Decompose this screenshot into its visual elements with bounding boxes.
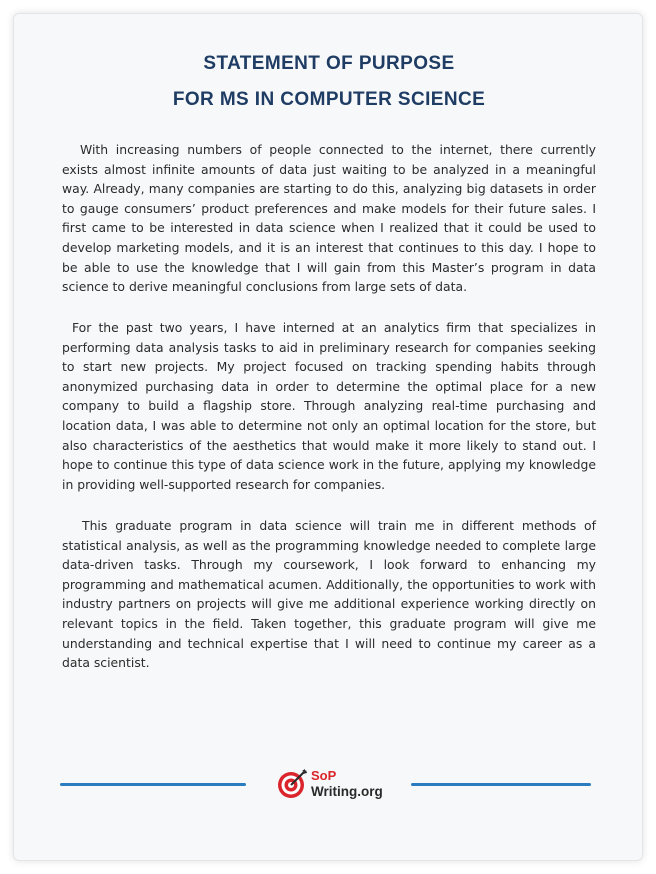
brand-logo	[276, 766, 396, 804]
footer-divider-right	[411, 783, 591, 786]
body-paragraph-3: This graduate program in data science will train me in different methods of statistical analysis, as well as the programming knowledge needed to complete large data-driven tasks. Through my coursework, I look forward to enhancing my programming and mathematical acumen. Additionally, the opportunities to work with industry partners on projects will give me additional experience working directly on relevant topics in the field. Taken together, this graduate program will give me understanding and technical expertise that I will need to continue my career as a data scientist.	[62, 518, 596, 671]
footer-divider-left	[60, 783, 246, 786]
target-arrow-icon	[276, 768, 308, 800]
body-paragraph-1: With increasing numbers of people connected to the internet, there currently exists almost infinite amounts of data just waiting to be analyzed in a meaningful way. Already, many companies are starting to do this, analyzing big datasets in order to gauge consumers’ product preferences and make models for their future sales. I first came to be interested in data science when I realized that it could be used to develop marketing models, and it is an interest that continues to this day. I hope to be able to use the knowledge that I will gain from this Master’s program in data science to derive meaningful conclusions from large sets of data.	[62, 142, 596, 295]
document-page	[13, 13, 643, 861]
document-title-line-1: STATEMENT OF PURPOSE	[203, 53, 455, 74]
brand-name-line-1: SoP	[311, 768, 337, 783]
brand-name-line-2: Writing.org	[311, 784, 383, 799]
body-paragraph-2: For the past two years, I have interned at an analytics firm that specializes in performing data analysis tasks to aid in preliminary research for companies seeking to start new projects. My project focused on tracking spending habits through anonymized purchasing data in order to determine the optimal place for a new company to build a flagship store. Through analyzing real-time purchasing and location data, I was able to determine not only an optimal location for the store, but also characteristics of the aesthetics that would make it more likely to stand out. I hope to continue this type of data science work in the future, applying my knowledge in providing well-supported research for companies.	[62, 320, 596, 492]
document-title-line-2: FOR MS IN COMPUTER SCIENCE	[172, 89, 486, 110]
